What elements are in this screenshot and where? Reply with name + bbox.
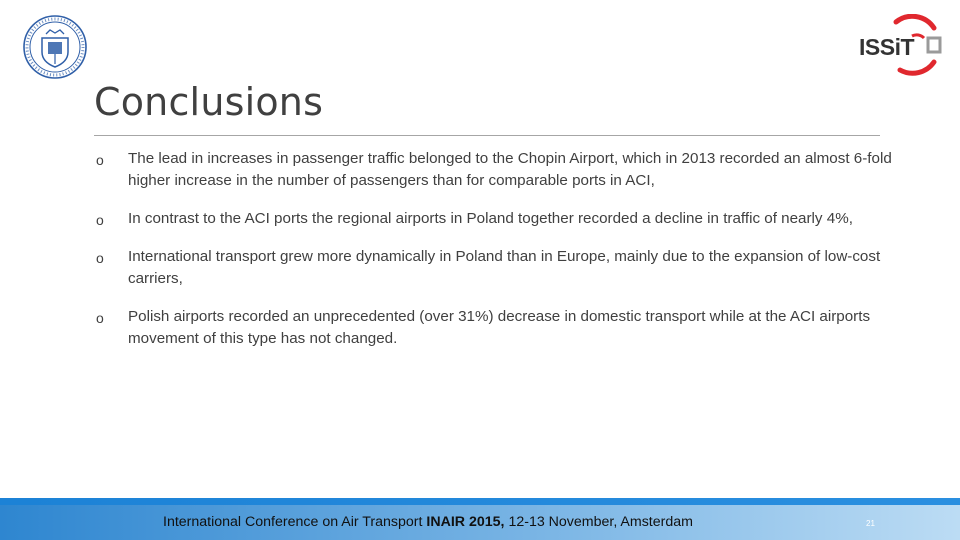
footer-suffix: 12-13 November, Amsterdam — [504, 514, 693, 530]
list-item — [94, 208, 894, 230]
footer-prefix: International Conference on Air Transport — [163, 514, 427, 530]
bullet-text: International transport grew more dynamically in Poland than in Europe, mainly due to the expansion of low-cost carriers, — [128, 248, 881, 287]
bullet-marker: o — [96, 152, 104, 168]
footer-conference-text — [163, 514, 693, 530]
slide-title: Conclusions — [94, 80, 324, 124]
footer-accent-bar — [0, 498, 960, 505]
university-seal-icon — [22, 14, 88, 80]
bullet-text: Polish airports recorded an unprecedented (over 31%) decrease in domestic transport while at the ACI airports movement of this type has not changed. — [128, 308, 871, 347]
footer-event-name: INAIR 2015, — [426, 514, 505, 530]
list-item — [94, 246, 894, 290]
svg-text:ISSiT: ISSiT — [859, 34, 915, 60]
bullet-text: In contrast to the ACI ports the regional airports in Poland together recorded a decline in traffic of nearly 4%, — [128, 210, 853, 227]
title-divider — [94, 135, 880, 136]
bullet-marker: o — [96, 310, 104, 326]
bullet-marker: o — [96, 250, 104, 266]
issit-logo-icon — [856, 14, 946, 76]
list-item — [94, 306, 894, 350]
list-item — [94, 148, 894, 192]
bullet-marker: o — [96, 212, 104, 228]
bullet-text: The lead in increases in passenger traffic belonged to the Chopin Airport, which in 2013 recorded an almost 6-fold higher increase in the number of passengers than for comparable ports in ACI, — [128, 150, 892, 189]
conclusions-list — [94, 148, 894, 366]
page-number: 21 — [866, 519, 875, 528]
